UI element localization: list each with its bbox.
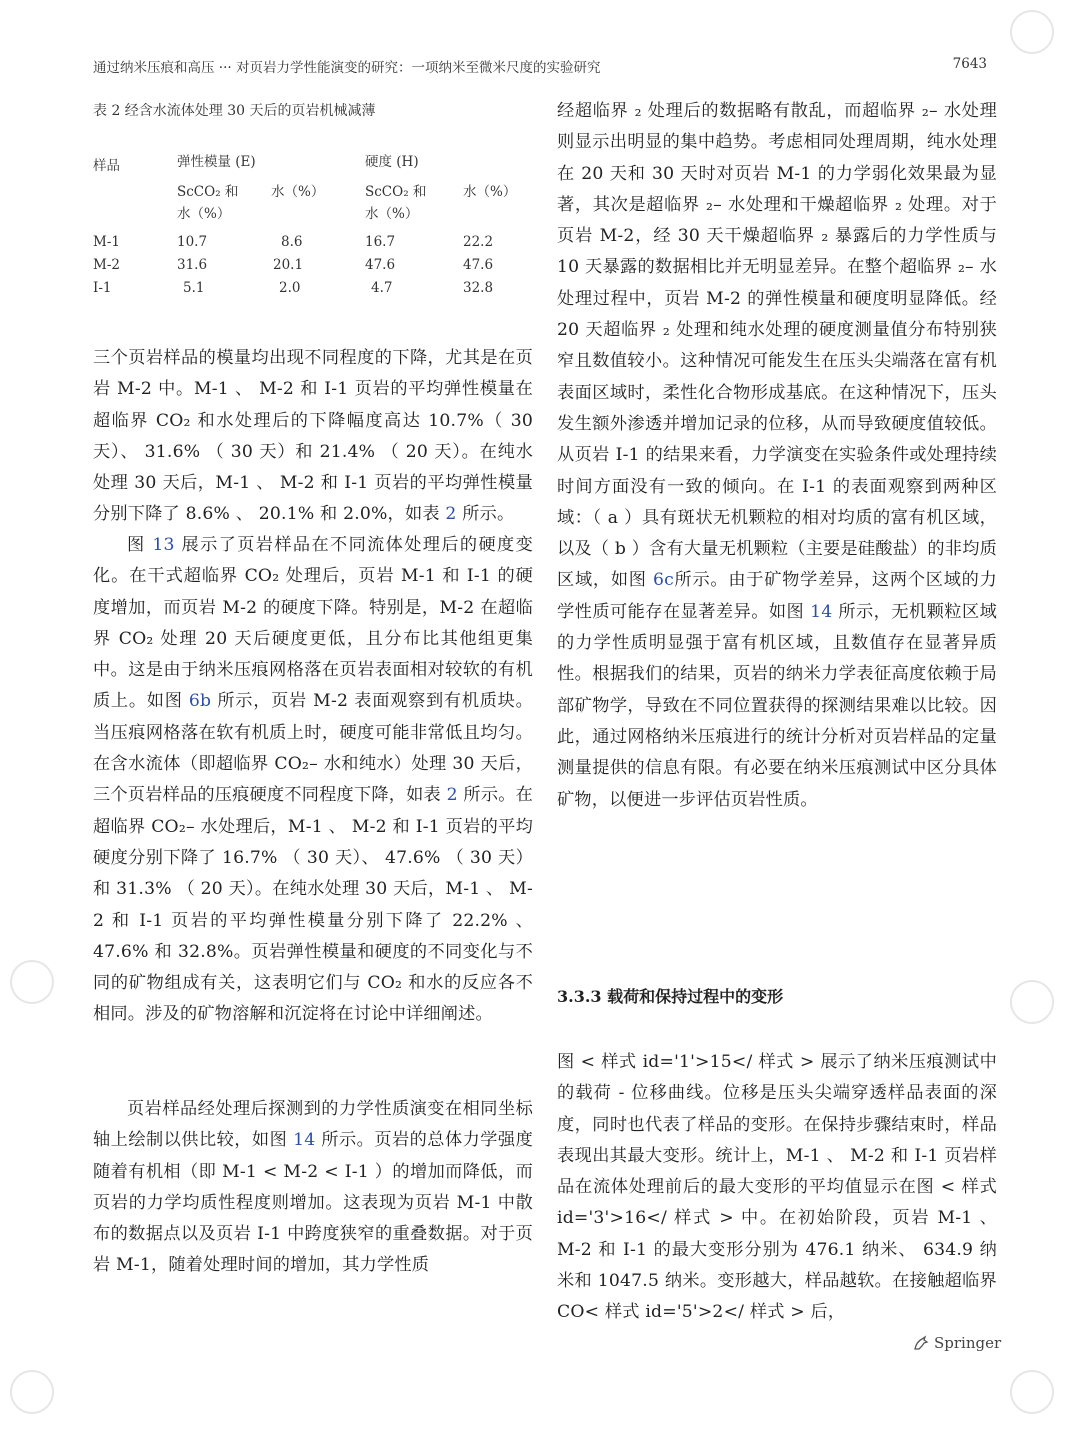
running-title: 通过纳米压痕和高压 ··· 对页岩力学性能演变的研究：一项纳米至微米尺度的实验研究: [93, 60, 601, 76]
table-cell: 8.6: [281, 234, 303, 250]
publisher-name: Springer: [934, 1334, 1002, 1352]
table-cell: 20.1: [273, 257, 304, 273]
figure-ref-link[interactable]: 6b: [188, 691, 212, 712]
left-paragraph-1: 三个页岩样品的模量均出现不同程度的下降，尤其是在页岩 M-2 中。M-1 、 M-2 和 I-1 页岩的平均弹性模量在超临界 CO₂ 和水处理后的下降幅度高达 10.7%（ 30 天）、 31.6% （ 30 天）和 21.4% （ 20 天）。在纯水处理 30 天后，M-1 、 M-2 和 I-1 页岩的平均弹性模量分别下降了 8.6% 、 20.1% 和 2.0%，如表 2 所示。: [93, 348, 533, 525]
page-number: 7643: [952, 56, 987, 72]
table-cell: 5.1: [183, 280, 205, 296]
table-cell: 16.7: [365, 234, 396, 250]
right-paragraph-1: 经超临界 ₂ 处理后的数据略有散乱，而超临界 ₂– 水处理则显示出明显的集中趋势。考虑相同处理周期，纯水处理在 20 天和 30 天时对页岩 M-1 的力学弱化效果最为显著，其次是超临界 ₂– 水处理和干燥超临界 ₂ 处理。对于页岩 M-2，经 30 天干燥超临界 ₂ 暴露后的力学性质与 10 天暴露的数据相比并无明显差异。在整个超临界 ₂– 水处理过程中，页岩 M-2 的弹性模量和硬度明显降低。经 20 天超临界 ₂ 处理和纯水处理的硬度测量值分布特别狭窄且数值较小。这种情况可能发生在压头尖端落在富有机表面区域时，柔性化合物形成基底。在这种情况下，压头发生额外渗透并增加记录的位移，从而导致硬度值较低。从页岩 I-1 的结果来看，力学演变在实验条件或处理持续时间方面没有一致的倾向。在 I-1 的表面观察到两种区域：（ a ）具有斑状无机颗粒的相对均质的富有机区域，以及（ b ）含有大量无机颗粒（主要是硅酸盐）的非均质区域，如图 6c所示。由于矿物学差异，这两个区域的力学性质可能存在显著差异。如图 14 所示，无机颗粒区域的力学性质明显强于富有机区域，且数值存在显著异质性。根据我们的结果，页岩的纳米力学表征高度依赖于局部矿物学，导致在不同位置获得的探测结果难以比较。因此，通过网格纳米压痕进行的统计分析对页岩样品的定量测量提供的信息有限。有必要在纳米压痕测试中区分具体矿物，以便进一步评估页岩性质。: [557, 101, 997, 810]
table-subheader-h-water: 水（%）: [463, 184, 517, 200]
table-cell: 31.6: [177, 257, 208, 273]
table-subheader-e-water: 水（%）: [271, 184, 325, 200]
figure-ref-link[interactable]: 6c: [652, 570, 674, 591]
table-cell: 32.8: [463, 280, 494, 296]
watermark-logo: [1, 1361, 62, 1422]
table-row-label: M-2: [93, 257, 120, 273]
table-caption: 表 2 经含水流体处理 30 天后的页岩机械减薄: [93, 103, 376, 119]
figure-ref-link[interactable]: 14: [293, 1130, 316, 1151]
table-cell: 22.2: [463, 234, 494, 250]
table-cell: 2.0: [279, 280, 301, 296]
running-head: [93, 56, 993, 80]
right-paragraph-2: 图 < 样式 id='1'>15</ 样式 > 展示了纳米压痕测试中的载荷 - 位移曲线。位移是压头尖端穿透样品表面的深度，同时也代表了样品的变形。在保持步骤结束时，样品表现出其最大变形。统计上，M-1 、 M-2 和 I-1 页岩样品在流体处理前后的最大变形的平均值显示在图 < 样式 id='3'>16</ 样式 > 中。在初始阶段，页岩 M-1 、 M-2 和 I-1 的最大变形分别为 476.1 纳米、 634.9 纳米和 1047.5 纳米。变形越大，样品越软。在接触超临界 CO< 样式 id='5'>2</ 样式 > 后，: [557, 1052, 997, 1323]
watermark-logo: [1001, 1, 1062, 62]
section-heading: 3.3.3 载荷和保持过程中的变形: [557, 987, 784, 1006]
table-header-modulus: 弹性模量 (E): [177, 154, 256, 170]
table-header-hardness: 硬度 (H): [365, 154, 419, 170]
table-subheader-h-sco2-line2: 水（%）: [365, 206, 419, 222]
watermark-logo: [1001, 971, 1062, 1032]
springer-horse-icon: [912, 1334, 930, 1352]
table-subheader-e-sco2: ScCO₂ 和: [177, 184, 239, 200]
table-row-label: M-1: [93, 234, 120, 250]
table-subheader-h-sco2: ScCO₂ 和: [365, 184, 427, 200]
figure-ref-link[interactable]: 13: [152, 535, 175, 555]
table-row-label: I-1: [93, 280, 112, 296]
table-cell: 4.7: [371, 280, 393, 296]
left-paragraph-2: 图 13 展示了页岩样品在不同流体处理后的硬度变化。在干式超临界 CO₂ 处理后，页岩 M-1 和 I-1 的硬度增加，而页岩 M-2 的硬度下降。特别是，M-2 在超临界 CO₂ 处理 20 天后硬度更低，且分布比其他组更集中。这是由于纳米压痕网格落在页岩表面相对较软的有机质上。如图 6b 所示，页岩 M-2 表面观察到有机质块。当压痕网格落在软有机质上时，硬度可能非常低且均匀。在含水流体（即超临界 CO₂– 水和纯水）处理 30 天后，三个页岩样品的压痕硬度不同程度下降，如表 2 所示。在超临界 CO₂– 水处理后，M-1 、 M-2 和 I-1 页岩的平均硬度分别下降了 16.7% （ 30 天）、 47.6% （ 30 天）和 31.3% （ 20 天）。在纯水处理 30 天后，M-1 、 M-2 和 I-1 页岩的平均弹性模量分别下降了 22.2% 、 47.6% 和 32.8%。页岩弹性模量和硬度的不同变化与不同的矿物组成有关，这表明它们与 CO₂ 和水的反应各不相同。涉及的矿物溶解和沉淀将在讨论中详细阐述。: [93, 535, 533, 1025]
table-cell: 10.7: [177, 234, 208, 250]
figure-ref-link[interactable]: 14: [810, 601, 833, 622]
table-cell: 47.6: [365, 257, 396, 273]
table-cell: 47.6: [463, 257, 494, 273]
table-ref-link[interactable]: 2: [446, 785, 458, 806]
publisher-logo: [912, 1334, 1001, 1352]
data-table: [93, 146, 533, 306]
table-header-sample: 样品: [93, 158, 120, 174]
table-subheader-e-sco2-line2: 水（%）: [177, 206, 231, 222]
left-paragraph-3: 页岩样品经处理后探测到的力学性质演变在相同坐标轴上绘制以供比较，如图 14 所示。页岩的总体力学强度随着有机相（即 M-1 < M-2 < I-1 ）的增加而降低，而页岩的力学均质性程度则增加。这表现为页岩 M-1 中散布的数据点以及页岩 I-1 中跨度狭窄的重叠数据。对于页岩 M-1，随着处理时间的增加，其力学性质: [93, 1099, 533, 1276]
table-ref-link[interactable]: 2: [445, 504, 457, 525]
watermark-logo: [1, 951, 62, 1012]
watermark-logo: [1001, 1361, 1062, 1422]
